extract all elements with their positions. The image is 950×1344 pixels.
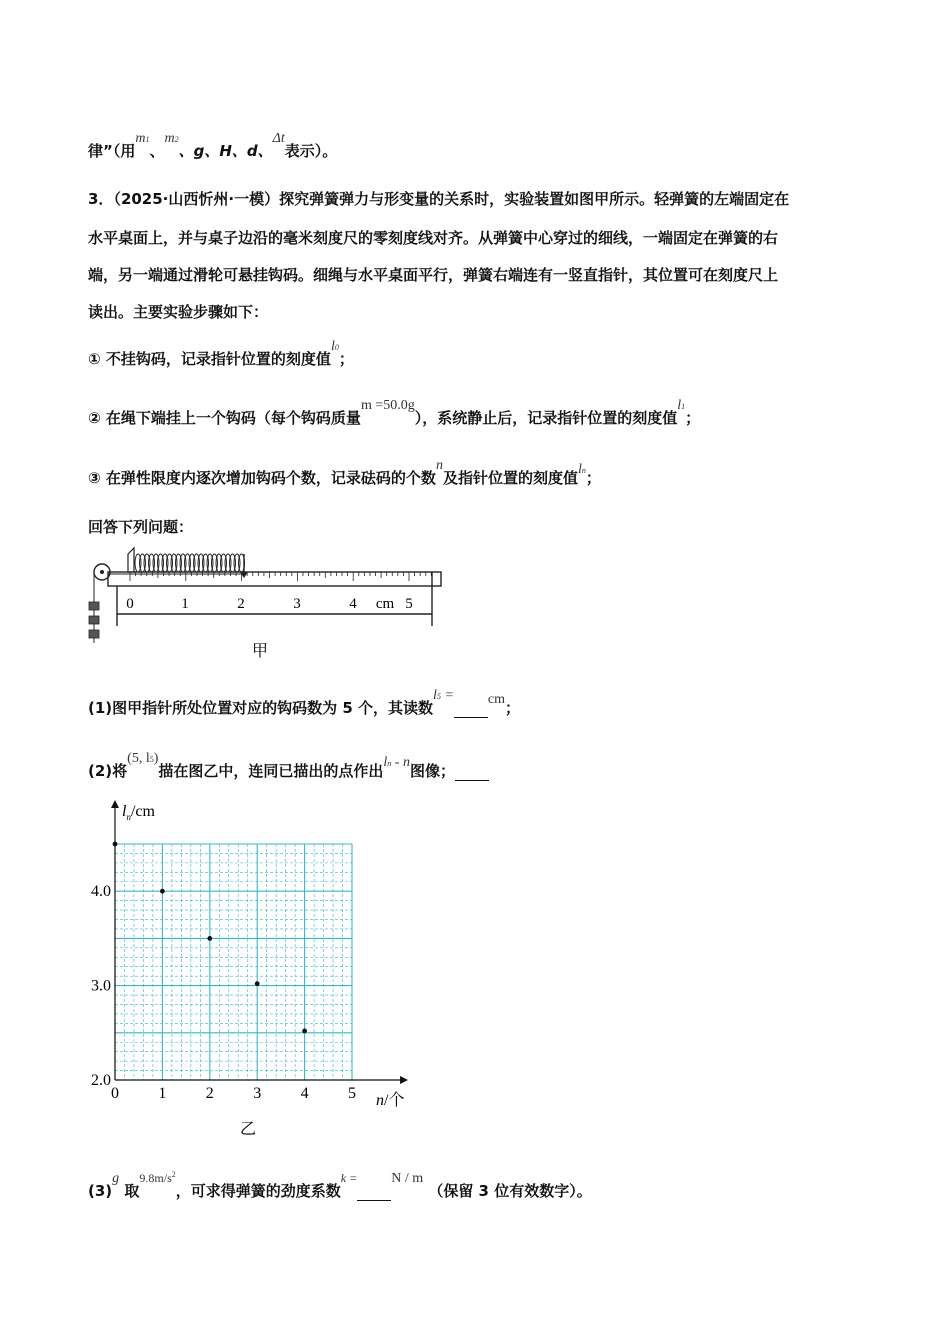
- ruler-label-3: 3: [293, 596, 301, 612]
- ruler-label-cm: cm: [375, 596, 395, 612]
- step-1: ① 不挂钩码，记录指针位置的刻度值l0；: [88, 339, 354, 368]
- point-5-l5: (5, l5): [127, 751, 159, 766]
- ruler-label-0: 0: [126, 596, 134, 612]
- data-point: [113, 842, 118, 847]
- x-tick-label: 0: [111, 1085, 119, 1102]
- m2-symbol: m2: [164, 131, 179, 146]
- intro-line: 律”（用m1、m2、g、H、d、Δt表示）。: [88, 131, 338, 160]
- chart-y-label: $l_n/cm$: [122, 803, 155, 822]
- x-tick-label: 5: [348, 1085, 356, 1102]
- answer-blank-1[interactable]: [454, 703, 488, 718]
- x-tick-label: 1: [158, 1085, 167, 1102]
- chart-x-tick-labels: [111, 1085, 356, 1102]
- problem-number: 3．: [88, 190, 114, 208]
- chart-minor-grid: [115, 844, 352, 1080]
- problem-line-3: 端，另一端通过滑轮可悬挂钩码。细绳与水平桌面平行，弹簧右端连有一竖直指针，其位置可在刻度尺上: [88, 266, 779, 284]
- g-symbol: g: [112, 1171, 120, 1186]
- step-2: ② 在绳下端挂上一个钩码（每个钩码质量m =50.0g），系统静止后，记录指针位置的刻度值l1；: [88, 398, 701, 427]
- m1-symbol: m1: [135, 131, 150, 146]
- data-point: [255, 981, 260, 986]
- g-value: 9.8m/s2: [139, 1170, 176, 1185]
- y-tick-label: 4.0: [91, 883, 111, 901]
- problem-line-4: 读出。主要实验步骤如下：: [88, 303, 269, 321]
- hanging-weights: [89, 602, 99, 638]
- mass-expression: m =50.0g: [360, 398, 415, 413]
- ruler-ticks: [130, 572, 431, 581]
- spring: [135, 554, 245, 572]
- l0-symbol: l0: [330, 339, 339, 354]
- figure-yi-caption: 乙: [239, 1121, 257, 1138]
- ruler-label-5: 5: [405, 596, 413, 612]
- step-3: ③ 在弹性限度内逐次增加钩码个数，记录砝码的个数n及指针位置的刻度值ln；: [88, 458, 601, 487]
- k-unit: N / m: [391, 1171, 424, 1186]
- y-tick-label: 2.0: [91, 1072, 111, 1089]
- ln-symbol: ln: [577, 462, 586, 477]
- ruler-label-4: 4: [349, 596, 357, 612]
- ruler-label-1: 1: [181, 596, 189, 612]
- figure-jia: [84, 544, 454, 666]
- problem-line-1: 3．（2025·山西忻州·一模）探究弹簧弹力与形变量的关系时，实验装置如图甲所示。轻弹簧的左端固定在: [88, 190, 790, 208]
- chart-y-tick-labels: [91, 883, 111, 1089]
- figure-yi-chart: [80, 798, 420, 1143]
- answer-blank-3[interactable]: [357, 1186, 391, 1201]
- question-2: (2)将(5, l5)描在图乙中，连同已描出的点作出ln - n图像；: [88, 760, 489, 781]
- chart-y-arrow: [111, 800, 119, 808]
- x-tick-label: 4: [300, 1085, 309, 1102]
- figure-jia-caption: 甲: [251, 643, 269, 660]
- k-symbol: k =: [340, 1171, 358, 1185]
- answer-prompt: 回答下列问题：: [88, 518, 194, 536]
- chart-x-arrow: [400, 1076, 408, 1084]
- l1-symbol: l1: [677, 398, 686, 413]
- l5-symbol: l5 =: [433, 688, 454, 703]
- data-point: [302, 1029, 307, 1034]
- problem-line-2: 水平桌面上，并与桌子边沿的毫米刻度尺的零刻度线对齐。从弹簧中心穿过的细线，一端固定在弹簧的右: [88, 229, 779, 247]
- x-tick-label: 2: [205, 1085, 214, 1102]
- y-tick-label: 3.0: [91, 977, 111, 995]
- chart-x-label: n/个: [376, 1092, 405, 1109]
- ruler-label-2: 2: [237, 596, 245, 612]
- question-1: (1)图甲指针所处位置对应的钩码数为 5 个，其读数l5 = cm；: [88, 688, 521, 717]
- data-point: [207, 936, 212, 941]
- x-tick-label: 3: [253, 1085, 262, 1102]
- ln-n-graph: ln - n: [383, 755, 410, 770]
- question-3: (3)g 取$^{9.8m/s^2}$，可求得弹簧的劲度系数$^{k =}$ N / m （保留 3 位有效数字）。: [88, 1170, 592, 1200]
- answer-blank-2[interactable]: [455, 766, 489, 781]
- delta-t-symbol: Δt: [272, 131, 285, 146]
- n-symbol: n: [435, 458, 443, 473]
- data-point: [160, 889, 165, 894]
- chart-major-grid: [115, 844, 352, 1080]
